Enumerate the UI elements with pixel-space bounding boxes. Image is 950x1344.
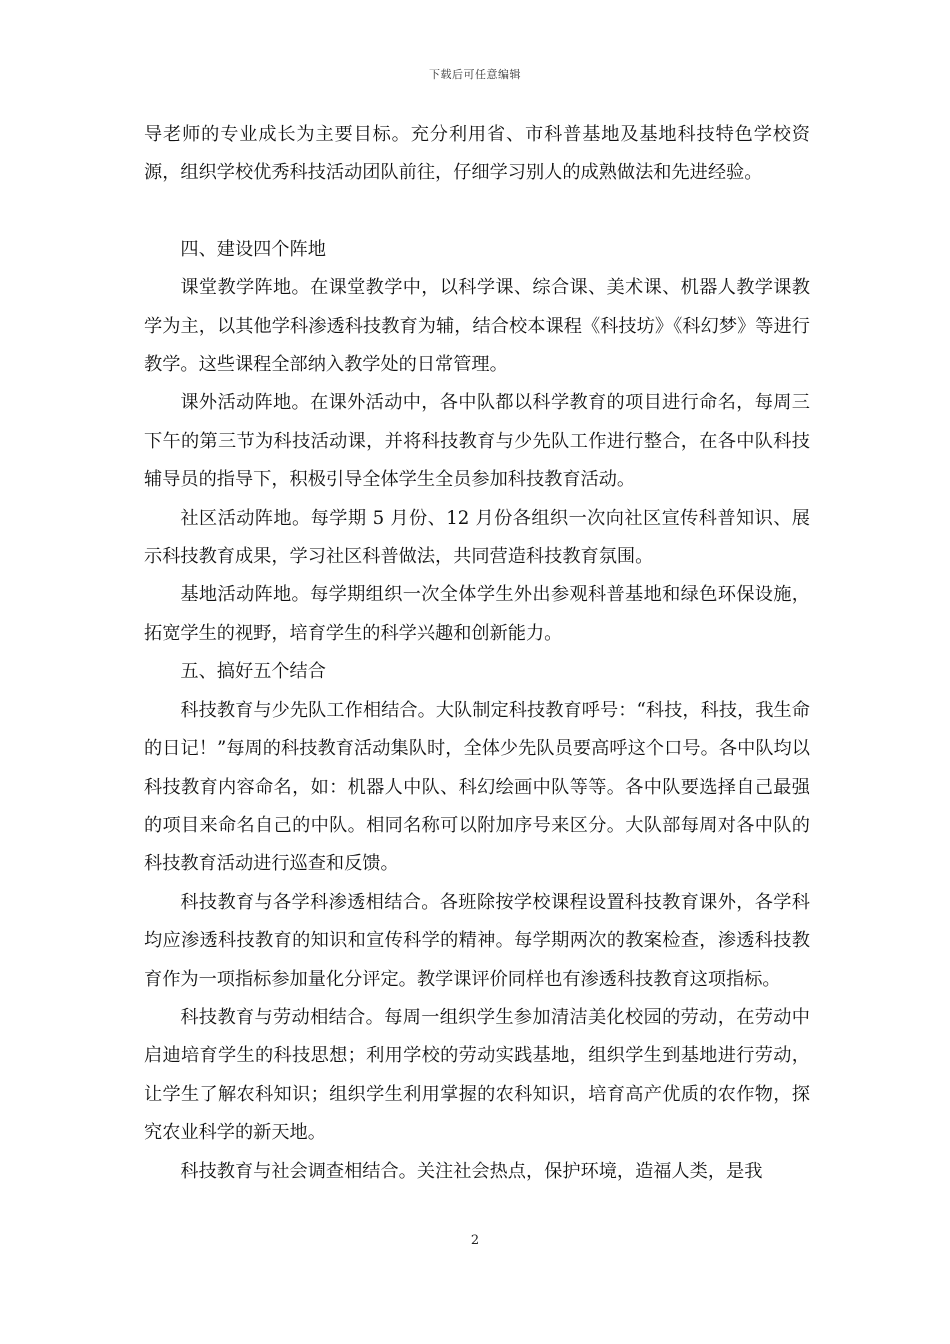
- section-heading-four-positions: 四、建设四个阵地: [180, 238, 326, 260]
- paragraph-extracurricular-position: 课外活动阵地。在课外活动中，各中队都以科学教育的项目进行命名，每周三下午的第三节为科技活动课，并将科技教育与少先队工作进行整合，在各中队科技辅导员的指导下，积极引导全体学生全员参加科技教育活动。: [144, 392, 810, 491]
- section-heading-five-combinations: 五、搞好五个结合: [180, 661, 326, 683]
- page-header: 下载后可任意编辑: [429, 68, 521, 81]
- paragraph-classroom-position: 课堂教学阵地。在课堂教学中，以科学课、综合课、美术课、机器人教学课教学为主，以其他学科渗透科技教育为辅，结合校本课程《科技坊》《科幻梦》等进行教学。这些课程全部纳入教学处的日常管理。: [144, 277, 810, 376]
- paragraph-base-position: 基地活动阵地。每学期组织一次全体学生外出参观科普基地和绿色环保设施，拓宽学生的视野，培育学生的科学兴趣和创新能力。: [144, 584, 810, 644]
- document-body: [144, 116, 810, 1191]
- paragraph-young-pioneers-combination: 科技教育与少先队工作相结合。大队制定科技教育呼号：“科技，科技，我生命的日记！”每周的科技教育活动集队时，全体少先队员要高呼这个口号。各中队均以科技教育内容命名，如：机器人中队、科幻绘画中队等等。各中队要选择自己最强的项目来命名自己的中队。相同名称可以附加序号来区分。大队部每周对各中队的科技教育活动进行巡查和反馈。: [144, 699, 810, 875]
- paragraph-intro-continued: 导老师的专业成长为主要目标。充分利用省、市科普基地及基地科技特色学校资源，组织学校优秀科技活动团队前往，仔细学习别人的成熟做法和先进经验。: [144, 124, 810, 184]
- paragraph-labor-combination: 科技教育与劳动相结合。每周一组织学生参加清洁美化校园的劳动，在劳动中启迪培育学生的科技思想；利用学校的劳动实践基地，组织学生到基地进行劳动，让学生了解农科知识；组织学生利用掌握的农科知识，培育高产优质的农作物，探究农业科学的新天地。: [144, 1006, 810, 1144]
- page-number: 2: [470, 1233, 480, 1248]
- paragraph-social-survey-combination: 科技教育与社会调查相结合。关注社会热点，保护环境，造福人类，是我: [180, 1160, 763, 1182]
- paragraph-community-position: 社区活动阵地。每学期 5 月份、12 月份各组织一次向社区宣传科普知识、展示科技教育成果，学习社区科普做法，共同营造科技教育氛围。: [144, 507, 810, 568]
- paragraph-subject-combination: 科技教育与各学科渗透相结合。各班除按学校课程设置科技教育课外，各学科均应渗透科技教育的知识和宣传科学的精神。每学期两次的教案检查，渗透科技教育作为一项指标参加量化分评定。教学课评价同样也有渗透科技教育这项指标。: [144, 891, 810, 990]
